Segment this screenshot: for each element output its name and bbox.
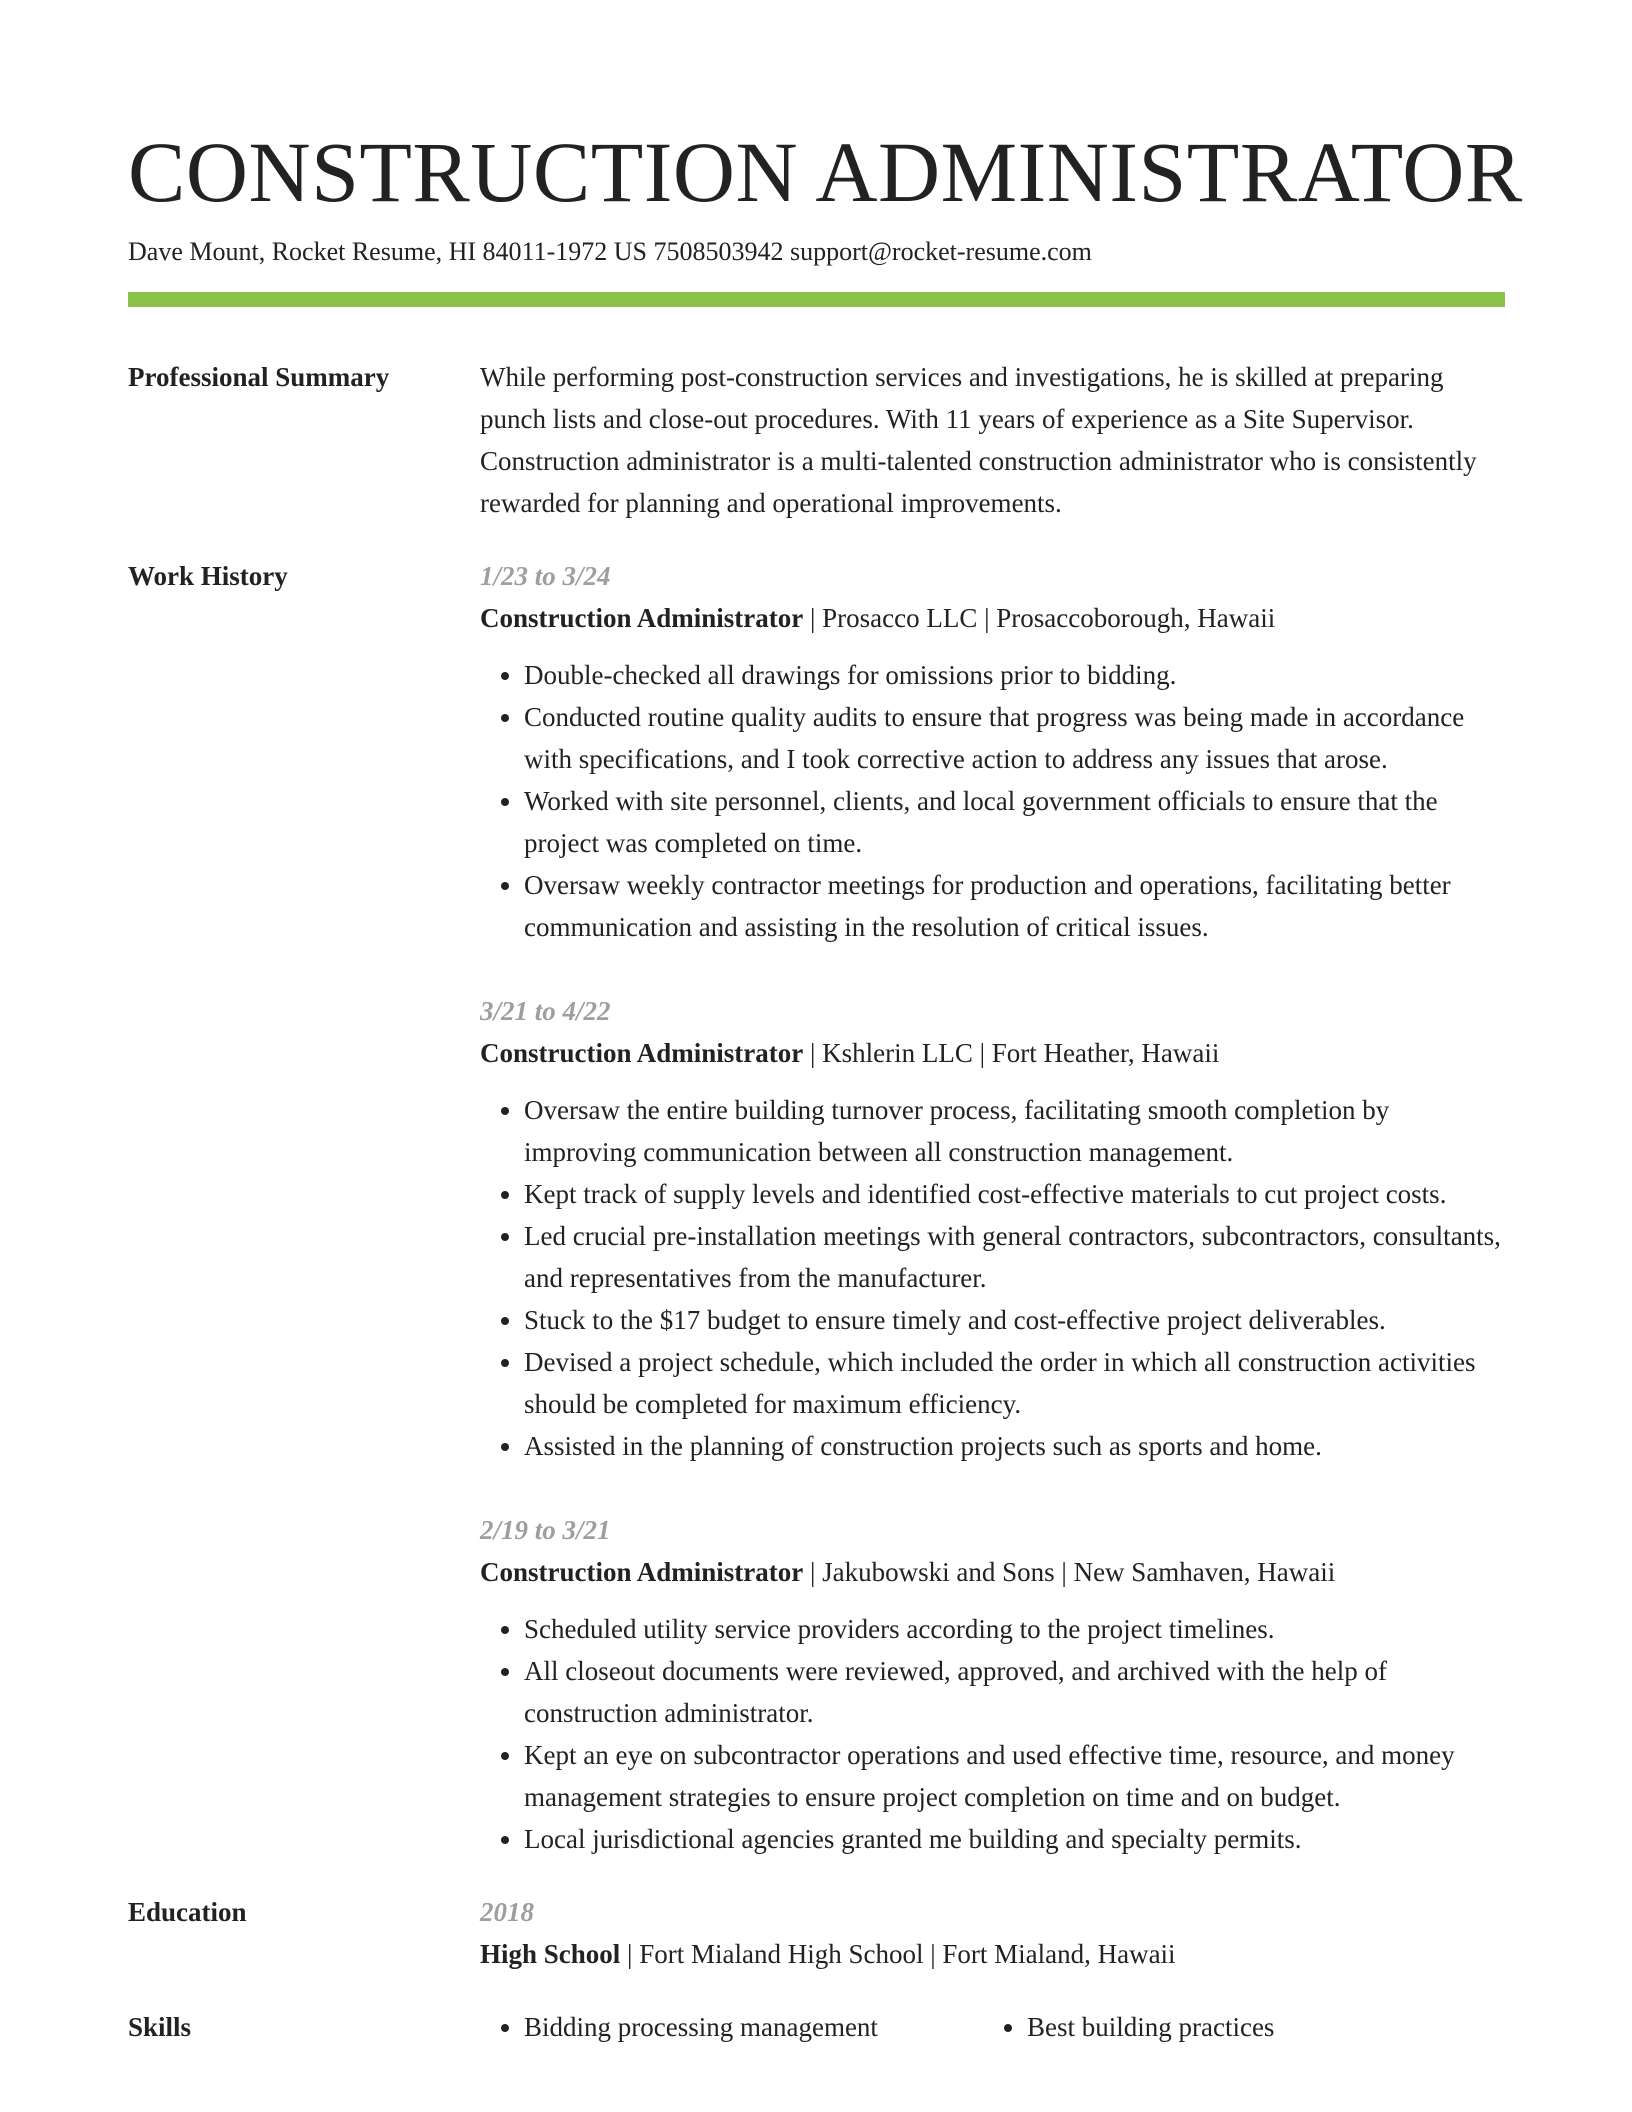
- job-heading: [480, 1032, 1505, 1074]
- job-details: | Jakubowski and Sons | New Samhaven, Hawaii: [803, 1557, 1336, 1587]
- contact-email[interactable]: support@rocket-resume.com: [789, 237, 1092, 266]
- contact-line: [128, 234, 1505, 270]
- job-bullet: • Oversaw the entire building turnover process, facilitating smooth completion by improving communication between all construction management.: [524, 1089, 1505, 1173]
- job-heading: [480, 597, 1505, 639]
- education-heading: [480, 1933, 1505, 1975]
- job-entry: [480, 555, 1505, 948]
- education-degree: High School: [480, 1939, 621, 1969]
- education-section: [128, 1891, 1505, 1975]
- skill-item: • Bidding processing management: [524, 2006, 983, 2048]
- contact-address: Dave Mount, Rocket Resume, HI 84011-1972 US: [128, 237, 647, 266]
- job-title: Construction Administrator: [480, 1038, 804, 1068]
- job-bullet: • Devised a project schedule, which included the order in which all construction activities should be completed for maximum efficiency.: [524, 1341, 1505, 1425]
- skill-item: • Best building practices: [1027, 2006, 1274, 2048]
- job-bullets: [480, 1608, 1505, 1860]
- skills-grid: [480, 2006, 1505, 2048]
- job-bullet: • Kept track of supply levels and identified cost-effective materials to cut project costs.: [524, 1173, 1505, 1215]
- summary-section: [128, 356, 1505, 524]
- education-year: 2018: [480, 1897, 534, 1927]
- summary-text: While performing post-construction services and investigations, he is skilled at preparing punch lists and close-out procedures. With 11 years of experience as a Site Supervisor. Construction administrator is a multi-talented construction administrator who is consistently rewarded for planning and operational improvements.: [480, 362, 1477, 518]
- job-bullets: [480, 1089, 1505, 1467]
- job-bullet: • Oversaw weekly contractor meetings for production and operations, facilitating better communication and assisting in the resolution of critical issues.: [524, 864, 1505, 948]
- work-history-section: [128, 555, 1505, 1860]
- job-bullet: • Stuck to the $17 budget to ensure timely and cost-effective project deliverables.: [524, 1299, 1505, 1341]
- job-bullet: • Assisted in the planning of construction projects such as sports and home.: [524, 1425, 1505, 1467]
- contact-phone: 7508503942: [653, 237, 784, 266]
- job-entry: [480, 990, 1505, 1467]
- job-bullet: • Kept an eye on subcontractor operations and used effective time, resource, and money management strategies to ensure project completion on time and on budget.: [524, 1734, 1505, 1818]
- education-details: | Fort Mialand High School | Fort Mialand, Hawaii: [620, 1939, 1176, 1969]
- job-bullet: • Worked with site personnel, clients, and local government officials to ensure that the project was completed on time.: [524, 780, 1505, 864]
- job-dates: 1/23 to 3/24: [480, 561, 611, 591]
- skills-column: [983, 2006, 1274, 2048]
- job-title: Construction Administrator: [480, 1557, 804, 1587]
- job-title: Construction Administrator: [480, 603, 804, 633]
- resume-title: CONSTRUCTION ADMINISTRATOR: [128, 124, 1523, 220]
- section-label-skills: Skills: [128, 2012, 192, 2042]
- resume-page: [128, 118, 1523, 2048]
- job-bullet: • Led crucial pre-installation meetings with general contractors, subcontractors, consultants, and representatives from the manufacturer.: [524, 1215, 1505, 1299]
- job-bullet: • All closeout documents were reviewed, approved, and archived with the help of construction administrator.: [524, 1650, 1505, 1734]
- section-label-education: Education: [128, 1897, 247, 1927]
- job-details: | Prosacco LLC | Prosaccoborough, Hawaii: [803, 603, 1276, 633]
- section-label-work-history: Work History: [128, 561, 288, 591]
- job-dates: 3/21 to 4/22: [480, 996, 611, 1026]
- job-heading: [480, 1551, 1505, 1593]
- job-entry: [480, 1509, 1505, 1860]
- skills-column: [480, 2006, 983, 2048]
- job-dates: 2/19 to 3/21: [480, 1515, 611, 1545]
- skills-section: [128, 2006, 1505, 2048]
- job-bullet: • Conducted routine quality audits to ensure that progress was being made in accordance with specifications, and I took corrective action to address any issues that arose.: [524, 696, 1505, 780]
- section-label-summary: Professional Summary: [128, 362, 390, 392]
- job-bullets: [480, 654, 1505, 948]
- header-divider: [128, 292, 1505, 307]
- job-bullet: • Double-checked all drawings for omissions prior to bidding.: [524, 654, 1505, 696]
- job-details: | Kshlerin LLC | Fort Heather, Hawaii: [803, 1038, 1220, 1068]
- job-bullet: • Scheduled utility service providers according to the project timelines.: [524, 1608, 1505, 1650]
- job-bullet: • Local jurisdictional agencies granted me building and specialty permits.: [524, 1818, 1505, 1860]
